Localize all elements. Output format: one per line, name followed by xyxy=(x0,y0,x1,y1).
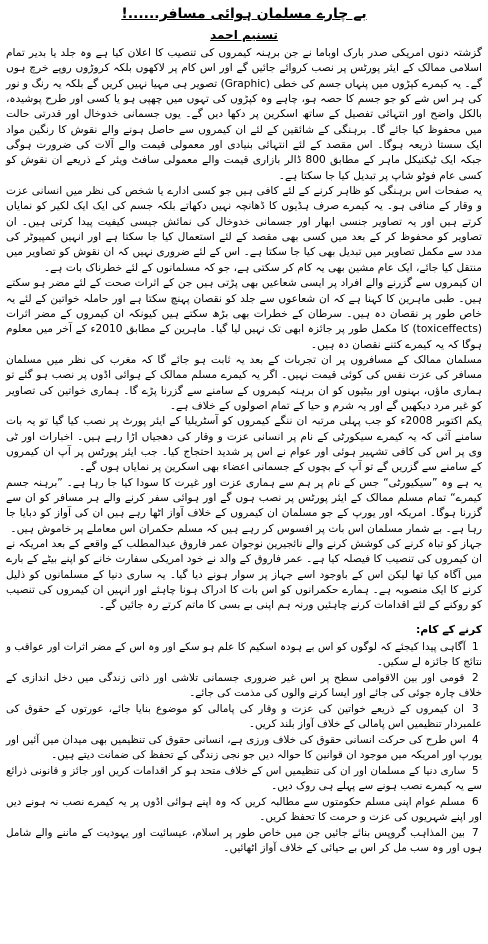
action-item xyxy=(6,826,482,857)
article-paragraph: ان کیمروں سے گزرنے والے افراد پر ایسی شعاعیں بھی پڑتی ہیں جن کے اثرات صحت کے لئے مضر ہو سکتے ہیں۔ طبی ماہرین کا کہنا ہے کہ ان شعاعوں سے جلد کو نقصان پہنچ سکتا ہے اور حاملہ خواتین کے لئے یہ خاص طور پر نقصان دہ ہیں۔ سرطان کے خطرات بھی بڑھ سکتے ہیں کیونکہ ان کیمروں کے مضر اثرات (toxiceffects) کا مکمل طور پر جائزہ ابھی تک نہیں لیا گیا۔ ماہرین کے مطابق 2010ء کے آخر میں معلوم ہوگا کہ یہ کیمرے کتنے نقصان دہ ہیں۔ xyxy=(6,277,482,351)
article-header xyxy=(6,4,482,44)
article-paragraph: یہ ہے وہ ”سیکیورٹی“ جس کے نام پر ہم سے ہماری عزت اور غیرت کا سودا کیا جا رہا ہے۔ ”برہنہ جسم کیمرے“ تمام مسلم ممالک کے ایئر پورٹس پر نصب ہوں گے اور ہوائی سفر کرنے والے ہر مسافر کو ان سے گزرنا ہوگا۔ امریکہ اور یورپ کے جو مسلمان ان کیمروں کے خلاف آواز اٹھا رہے ہیں ان کی آواز کو دبایا جا رہا ہے۔ بے شمار مسلمان اس بات پر افسوس کر رہے ہیں کہ مسلم حکمران اس معاملے پر خاموش ہیں۔ xyxy=(6,476,482,535)
article-author: تسنیم احمد xyxy=(210,28,278,42)
actions-list xyxy=(6,640,482,857)
action-item xyxy=(6,733,482,764)
action-text: ساری دنیا کے مسلمان اور ان کی تنظیمیں اس کے خلاف متحد ہو کر اقدامات کریں اور جائز و قانونی ذرائع سے یہ کیمرے نصب ہونے سے پہلے ہی روک دیں۔ xyxy=(6,764,482,793)
action-item xyxy=(6,640,482,671)
action-number: 4 xyxy=(472,733,479,746)
article-paragraph: جہاز کو تباہ کرنے کی کوشش کرنے والے نائجیرین نوجوان عمر فاروق عبدالمطلب کے واقعے کے بعد امریکہ نے ان کیمروں کی تنصیب کا فیصلہ کیا ہے۔ عمر فاروق کے والد نے خود امریکی سفارت خانے کو اپنے بیٹے کے بارے میں آگاہ کیا تھا لیکن اس کے باوجود اسے جہاز پر سوار ہونے دیا گیا۔ یہ ساری دنیا کے مسلمانوں کو ذلیل کرنے کا ایک منصوبہ ہے۔ ہمارے حکمرانوں کو اس بات کا ادراک ہونا چاہئے اور انہیں ان کیمروں کی تنصیب کو روکنے کے لئے اقدامات کرنے چاہئیں ورنہ ہم اپنی بے بسی کا ماتم کرتے رہ جائیں گے۔ xyxy=(6,538,482,612)
action-text: ان کیمروں کے ذریعے خواتین کی عزت و وقار کی پامالی کو موضوع بنایا جائے، عورتوں کے حقوق کی علمبردار تنظیمیں اس پامالی کے خلاف آواز بلند کریں۔ xyxy=(6,702,482,731)
article-paragraph: یہ صفحات اس برہنگی کو ظاہر کرنے کے لئے کافی ہیں جو کسی ادارے یا شخص کی نظر میں انسانی عزت و وقار کے منافی ہو۔ یہ کیمرے صرف ہڈیوں کا ڈھانچہ نہیں دکھاتے بلکہ جسم کی ایک ایک لکیر کو نمایاں کرتے ہیں اور یہ تصاویر جنسی ابھار اور جسمانی خدوخال کی نمائش جیسی کیفیت پیدا کرتی ہیں۔ ان تصاویر کو محفوظ کر کے بعد میں کسی بھی مقصد کے لئے استعمال کیا جا سکتا ہے اور انہیں کمپیوٹر کی مدد سے مکمل تصاویر میں تبدیل بھی کیا جا سکتا ہے۔ اس کے لئے ضروری نہیں کہ ان نقوش کو تصاویر میں منتقل کیا جائے، ایک عام مشین بھی یہ کام کر سکتی ہے، جو کہ مسلمانوں کے لئے خطرناک بات ہے۔ xyxy=(6,185,482,274)
action-item xyxy=(6,764,482,795)
action-text: قومی اور بین الاقوامی سطح پر اس غیر ضروری جسمانی تلاشی اور ذاتی زندگی میں دخل اندازی کے خلاف چارہ جوئی کی جائے اور ایسا کرنے والوں کی مذمت کی جائے۔ xyxy=(6,671,482,700)
action-number: 5 xyxy=(472,764,479,777)
action-item xyxy=(6,671,482,702)
article-page xyxy=(6,2,482,942)
action-item xyxy=(6,795,482,826)
article-paragraph: یکم اکتوبر 2008ء کو جب پہلی مرتبہ ان ننگے کیمروں کو آسٹریلیا کے ایئر پورٹ پر نصب کیا گیا تو یہ بات سامنے آئی کہ یہ کیمرے سیکورٹی کے نام پر انسانی عزت و وقار کی دھجیاں اڑا رہے ہیں۔ اخبارات اور ٹی وی پر اس کی کافی تشہیر ہوئی اور عوام نے اس پر شدید احتجاج کیا۔ جب ایئر پورٹس پر آپ ان کیمروں کے سامنے سے گزریں گے تو آپ کے بچوں کے جسمانی اعضاء بھی اسکرین پر نمایاں ہوں گے۔ xyxy=(6,415,482,474)
action-text: آگاہی پیدا کیجئے کہ لوگوں کو اس بے ہودہ اسکیم کا علم ہو سکے اور وہ اس کے مضر اثرات اور عواقب و نتائج کا جائزہ لے سکیں۔ xyxy=(6,640,482,669)
article-paragraph: گزشتہ دنوں امریکی صدر بارک اوباما نے جن برہنہ کیمروں کی تنصیب کا اعلان کیا ہے وہ جلد یا بدیر تمام اسلامی ممالک کے ایئر پورٹس پر نصب کروائے جائیں گے اور اس کام پر لاکھوں بلکہ کروڑوں روپے خرچ ہوں گے۔ یہ کیمرے کپڑوں میں پنہاں جسم کی خطی (Graphic) تصویر ہی مہیا نہیں کریں گے بلکہ یہ رنگ و نور کی ہر اس شے کو جو جسم کا حصہ ہو، چاہے وہ کپڑوں کی تہوں میں چھپی ہو یا کسی اور طرح پوشیدہ، بالکل واضح اور انتہائی تفصیل کے ساتھ اسکرین پر دکھا دیں گے۔ یوں جسمانی خدوخال اور قدرتی حالت میں محفوظ کیا جائے گا۔ برہنگی کے شائقین کے لئے ان کیمروں سے حاصل ہونے والے نقوش کا رنگین مواد ایک سستا ذریعہ ہوگا۔ اس مقصد کے لئے انتہائی بنیادی اور معمولی قیمت والے آلات کی ضرورت ہوگی جبکہ ایک ٹیکنیکل ماہر کے مطابق 800 ڈالر بازاری قیمت والے معمولی سافٹ ویئر کے ذریعے ان نقوش کو کسی عام فوٹو شاپ پر تبدیل کیا جا سکتا ہے۔ xyxy=(6,47,482,182)
action-number: 3 xyxy=(472,702,479,715)
actions-heading: کرنے کے کام: xyxy=(415,622,482,636)
article-paragraph: مسلمان ممالک کے مسافروں پر ان تجربات کے بعد یہ ثابت ہو جائے گا کہ مغرب کی نظر میں مسلمان مسافر کی عزت نفس کی کوئی قیمت نہیں۔ اگر یہ کیمرے مسلم ممالک کے ہوائی اڈوں پر نصب ہو گئے تو ہماری ماؤں، بہنوں اور بیٹیوں کو ان برہنہ کیمروں کے سامنے سے گزرنا پڑے گا۔ ہماری خواتین کی تصاویر کو غیر مرد دیکھیں گے اور یہ شرم و حیا کے تمام اصولوں کے خلاف ہے۔ xyxy=(6,353,482,412)
action-number: 2 xyxy=(472,671,479,684)
action-item xyxy=(6,702,482,733)
action-number: 7 xyxy=(472,826,479,839)
action-number: 6 xyxy=(472,795,479,808)
action-text: اس طرح کی حرکت انسانی حقوق کی خلاف ورزی ہے، انسانی حقوق کی تنظیمیں بھی میدان میں آئیں اور یورپ اور امریکہ میں موجود ان قوانین کا حوالہ دیں جو نجی زندگی کے تحفظ کی ضمانت دیتے ہیں۔ xyxy=(6,733,482,762)
action-text: بین المذاہب گروپس بنائے جائیں جن میں خاص طور پر اسلام، عیسائیت اور یہودیت کے ماننے والے شامل ہوں اور وہ سب مل کر اس بے حیائی کے خلاف آواز اٹھائیں۔ xyxy=(6,826,482,855)
action-number: 1 xyxy=(472,640,479,653)
action-text: مسلم عوام اپنی مسلم حکومتوں سے مطالبہ کریں کہ وہ اپنے ہوائی اڈوں پر یہ کیمرے نصب نہ ہونے دیں اور اپنے شہریوں کی عزت و حرمت کا تحفظ کریں۔ xyxy=(6,795,482,824)
article-body xyxy=(6,46,482,614)
article-title: بے چارے مسلمان ہوائی مسافر......! xyxy=(121,6,367,22)
